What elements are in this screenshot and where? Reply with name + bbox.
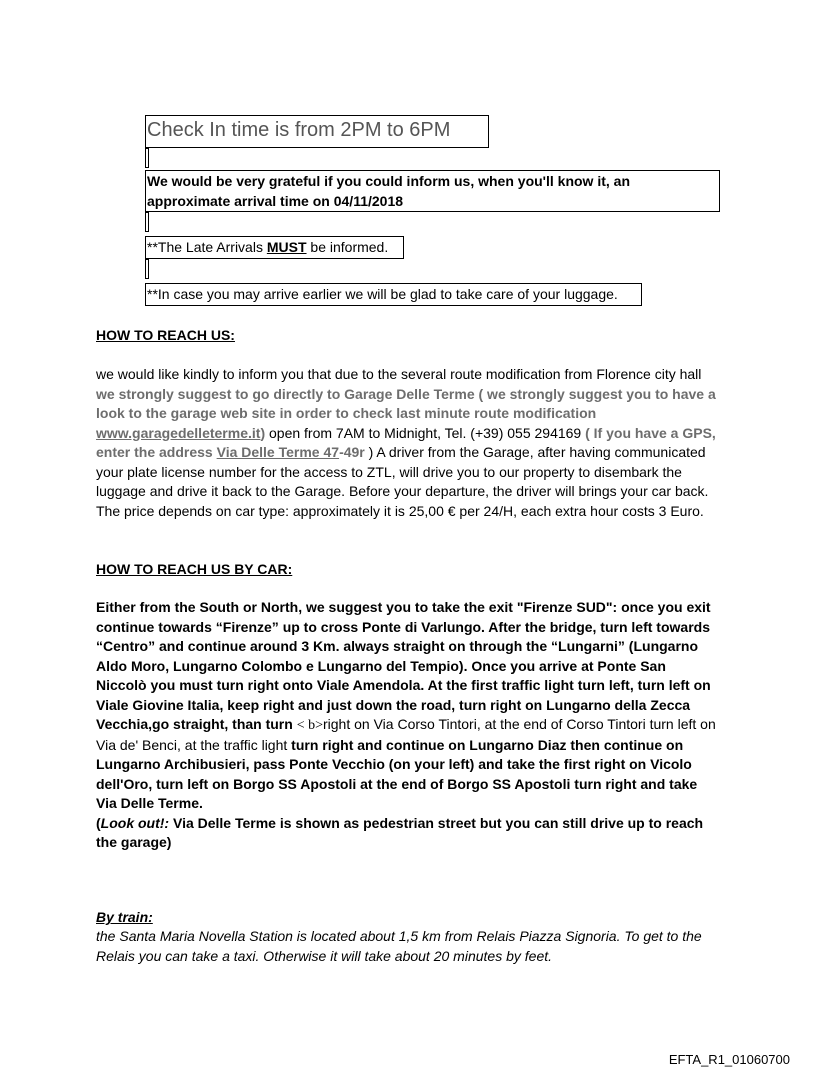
late-arrivals-box bbox=[145, 236, 404, 259]
stray-tag: < b> bbox=[296, 718, 323, 733]
reach-us-intro: we would like kindly to inform you that due to the several route modification from Florence city hall bbox=[96, 366, 702, 382]
gps-hint: ( If you have a GPS, enter the address bbox=[96, 424, 716, 460]
car-directions-part3: turn right and continue on Lungarno Diaz then continue on Lungarno Archibusieri, pass Ponte Vecchio (on your left) and take the first right on Vicolo dell'Oro, turn left on Borgo SS Apostoli at the end of Borgo SS Apostoli turn right and take Via Delle Terme. bbox=[96, 736, 698, 811]
by-car-heading: HOW TO REACH US BY CAR: bbox=[96, 561, 293, 577]
late-prefix: **The Late Arrivals bbox=[147, 239, 267, 255]
document-id: EFTA_R1_01060700 bbox=[668, 1052, 790, 1067]
paren-close: ) bbox=[260, 424, 266, 441]
address-link[interactable]: Via Delle Terme 47 bbox=[216, 444, 340, 460]
arrival-box bbox=[145, 170, 720, 212]
lookout-label: Look out!: bbox=[100, 814, 170, 831]
box-marker bbox=[145, 148, 149, 168]
box-marker bbox=[145, 259, 149, 279]
by-car-paragraph bbox=[96, 598, 720, 853]
driver-info: ) A driver from the Garage, after having communicated your plate license number for the access to ZTL, will drive you to our property to disembark the luggage and drive it back to the Garage. Before your departure, the driver will brings your car back. The price depends on car type: approximately it is 25,00 € per 24/H, each extra hour costs 3 Euro. bbox=[96, 444, 709, 519]
checkin-text: Check In time is from 2PM to 6PM bbox=[147, 119, 451, 141]
early-arrival-box bbox=[145, 283, 642, 306]
by-train-heading: By train: bbox=[96, 909, 153, 925]
by-train-text: the Santa Maria Novella Station is located about 1,5 km from Relais Piazza Signoria. To get to the Relais you can take a taxi. Otherwise it will take about 20 minutes by feet. bbox=[96, 928, 702, 964]
address-suffix: -49r bbox=[339, 444, 369, 460]
lookout-text: Via Delle Terme is shown as pedestrian street but you can still drive up to reach the garage) bbox=[96, 814, 704, 850]
reach-us-heading: HOW TO REACH US: bbox=[96, 327, 235, 343]
reach-us-paragraph bbox=[96, 365, 720, 521]
late-arrivals-text bbox=[147, 238, 388, 258]
late-suffix: be informed. bbox=[306, 239, 389, 255]
garage-website-link[interactable]: www.garagedelleterme.it bbox=[96, 424, 261, 441]
must-emphasis: MUST bbox=[266, 239, 307, 255]
paren-open: ( bbox=[96, 814, 101, 831]
garage-suggestion: we strongly suggest to go directly to Garage Delle Terme ( we strongly suggest you to have a look to the garage web site in order to check last minute route modification bbox=[96, 385, 716, 421]
car-directions-part1: Either from the South or North, we suggest you to take the exit "Firenze SUD": once you exit continue towards “Firenze” up to cross Ponte di Varlungo. After the bridge, turn left towards “Centro” and continue around 3 Km. always straight on through the “Lungarni” (Lungarno Aldo Moro, Lungarno Colombo e Lungarno del Tempio). Once you arrive at Ponte San Niccolò you must turn right onto Viale Amendola. At the first traffic light turn left, turn left on Viale Giovine Italia, keep right and just down the road, turn right on Lungarno della Zecca Vecchia,go straight, than turn bbox=[96, 599, 711, 732]
checkin-box bbox=[145, 115, 489, 148]
garage-hours: open from 7AM to Midnight, Tel. (+39) 055 294169 bbox=[265, 424, 586, 441]
arrival-text: We would be very grateful if you could inform us, when you'll know it, an approximate arrival time on 04/11/2018 bbox=[147, 173, 631, 209]
car-directions-part2: right on Via Corso Tintori, at the end of Corso Tintori turn left on Via de' Benci, at the traffic light bbox=[96, 716, 716, 753]
box-marker bbox=[145, 212, 149, 232]
early-arrival-text: **In case you may arrive earlier we will be glad to take care of your luggage. bbox=[147, 286, 618, 302]
